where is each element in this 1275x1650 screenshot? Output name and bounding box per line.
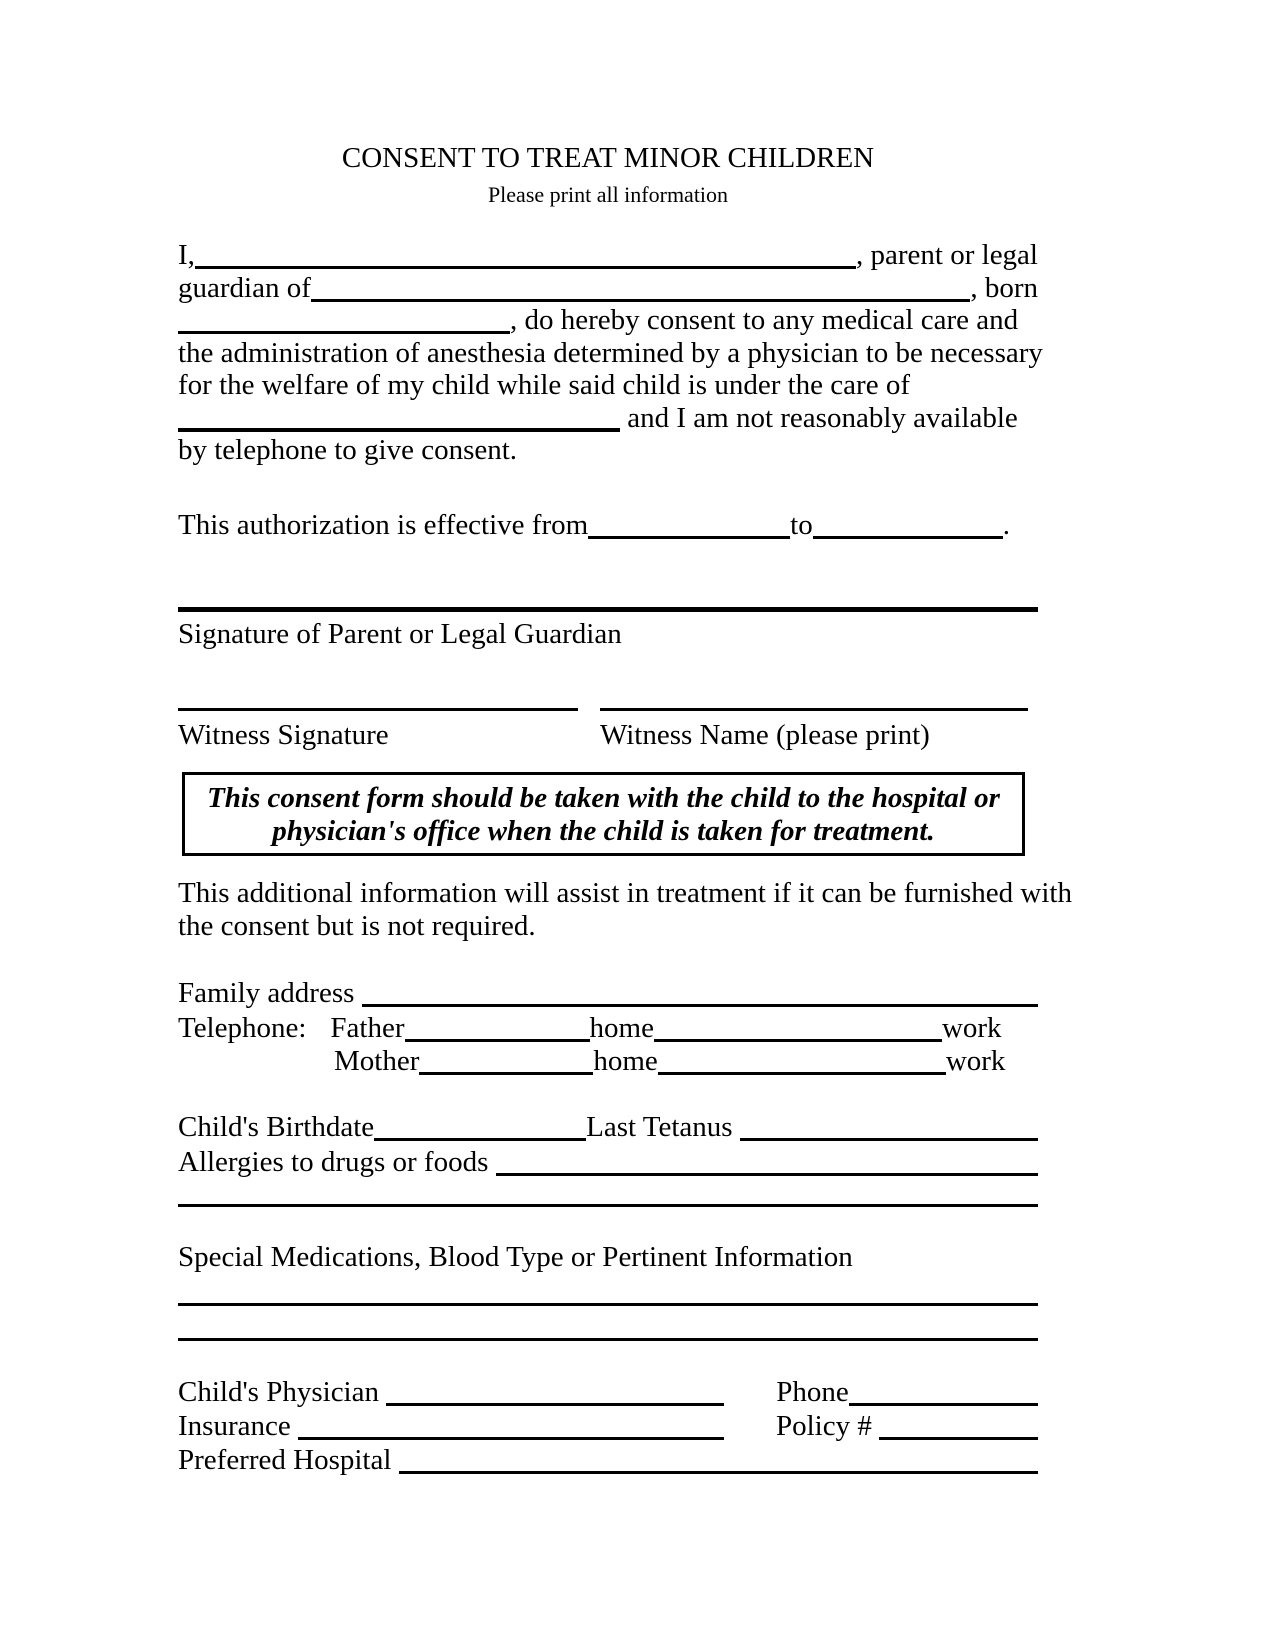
allergies-blank[interactable] [496,1161,1038,1176]
childs-birthdate-blank[interactable] [374,1126,586,1141]
family-address-row [178,977,1038,1010]
father-label: Father [330,1012,405,1044]
physician-row [178,1376,1038,1409]
consent-line2-pre: guardian of [178,272,311,304]
mother-work-label: work [945,1045,1006,1077]
family-address-blank[interactable] [362,992,1038,1007]
consent-line3-post: , do hereby consent to any medical care and [510,304,1019,336]
additional-info-line-2: the consent but is not required. [178,910,536,942]
phone-label: Phone [776,1376,849,1408]
consent-line1-post: , parent or legal [856,239,1038,271]
insurance-row [178,1410,1038,1443]
mother-label: Mother [334,1045,420,1077]
authorization-line [178,509,1038,542]
consent-paragraph-line-6 [178,402,1038,435]
parent-name-blank[interactable] [195,254,856,269]
preferred-hospital-label: Preferred Hospital [178,1444,399,1476]
father-home-label: home [589,1012,654,1044]
father-phone-blank[interactable] [405,1027,590,1042]
authorization-pre: This authorization is effective from [178,509,589,541]
special-medications-label: Special Medications, Blood Type or Pertinent Information [178,1241,853,1273]
consent-paragraph-line-7: by telephone to give consent. [178,434,518,466]
childs-physician-label: Child's Physician [178,1376,387,1408]
birthdate-tetanus-row [178,1111,1038,1144]
witness-signature-line[interactable] [178,708,578,711]
childs-physician-blank[interactable] [386,1391,724,1406]
allergies-continuation-line[interactable] [178,1204,1038,1207]
insurance-label: Insurance [178,1410,298,1442]
witness-name-line[interactable] [600,708,1028,711]
page-title: CONSENT TO TREAT MINOR CHILDREN [341,142,875,174]
additional-info-line-1: This additional information will assist in treatment if it can be furnished with [178,877,1072,909]
consent-paragraph-line-4: the administration of anesthesia determined by a physician to be necessary [178,337,1043,369]
notice-line-2: physician's office when the child is taken for treatment. [272,815,935,847]
consent-paragraph-line-5: for the welfare of my child while said child is under the care of [178,369,910,401]
mother-home-label: home [593,1045,658,1077]
allergies-label: Allergies to drugs or foods [178,1146,496,1178]
effective-to-date-blank[interactable] [813,524,1003,539]
consent-paragraph-line-2 [178,272,1038,305]
notice-line-1: This consent form should be taken with the child to the hospital or [207,782,1000,814]
father-work-label: work [941,1012,1002,1044]
insurance-blank[interactable] [298,1425,724,1440]
consent-paragraph-line-1 [178,239,1038,272]
allergies-row [178,1146,1038,1179]
preferred-hospital-blank[interactable] [399,1459,1038,1474]
policy-number-blank[interactable] [879,1425,1038,1440]
witness-name-label: Witness Name (please print) [600,719,930,751]
child-name-blank[interactable] [311,287,970,302]
special-medications-line-1[interactable] [178,1303,1038,1306]
birthdate-blank[interactable] [178,319,510,334]
consent-paragraph-line-3 [178,304,1038,337]
mother-home-phone-blank[interactable] [658,1060,946,1075]
mother-phone-blank[interactable] [419,1060,593,1075]
phone-blank[interactable] [849,1391,1038,1406]
consent-line2-post: , born [970,272,1038,304]
special-medications-line-2[interactable] [178,1338,1038,1341]
father-home-phone-blank[interactable] [654,1027,942,1042]
policy-number-label: Policy # [775,1410,880,1442]
telephone-label: Telephone: [178,1012,307,1044]
telephone-father-row [178,1012,1038,1045]
preferred-hospital-row [178,1444,1038,1477]
authorization-to: to [790,509,813,541]
parent-signature-label: Signature of Parent or Legal Guardian [178,618,622,650]
notice-box [182,772,1025,856]
witness-signature-label: Witness Signature [178,719,389,751]
last-tetanus-label: Last Tetanus [586,1111,740,1143]
authorization-period: . [1002,509,1010,541]
page-subtitle: Please print all information [487,182,729,207]
telephone-mother-row [334,1045,1038,1078]
consent-line1-pre: I, [178,239,195,271]
parent-signature-line[interactable] [178,607,1038,612]
caregiver-name-blank[interactable] [178,416,620,432]
effective-from-date-blank[interactable] [588,524,790,539]
family-address-label: Family address [178,977,362,1009]
childs-birthdate-label: Child's Birthdate [178,1111,375,1143]
last-tetanus-blank[interactable] [740,1126,1038,1141]
consent-line6-post: and I am not reasonably available [620,402,1018,434]
